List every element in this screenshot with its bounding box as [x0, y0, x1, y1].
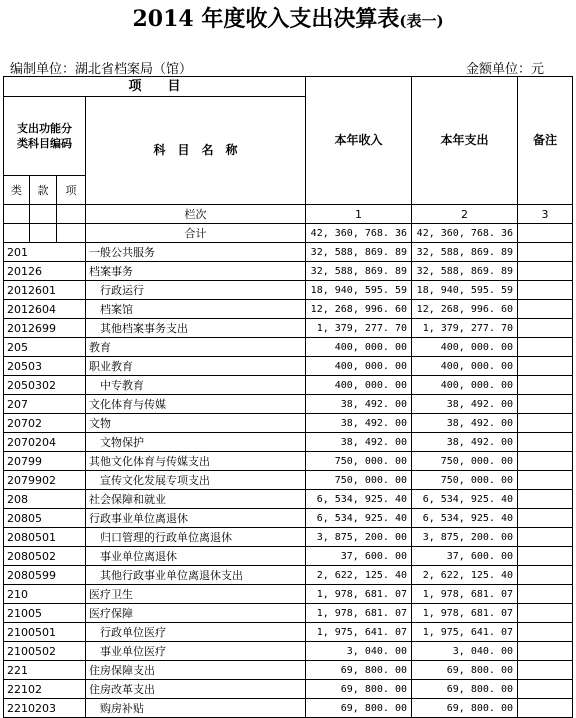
item-header: 项 — [57, 176, 86, 205]
expense-value: 1, 978, 681. 07 — [412, 604, 518, 623]
total-income: 42, 360, 768. 36 — [306, 224, 412, 243]
subject-name: 职业教育 — [86, 357, 306, 376]
category-header: 类 — [4, 176, 30, 205]
income-value: 1, 975, 641. 07 — [306, 623, 412, 642]
expense-value: 12, 268, 996. 60 — [412, 300, 518, 319]
subject-name: 文物保护 — [86, 433, 306, 452]
expense-value: 3, 040. 00 — [412, 642, 518, 661]
table-row — [4, 661, 573, 680]
income-header: 本年收入 — [306, 77, 412, 205]
note-cell — [518, 452, 573, 471]
expense-value: 32, 588, 869. 89 — [412, 262, 518, 281]
table-row — [4, 243, 573, 262]
table-row — [4, 376, 573, 395]
table-row — [4, 547, 573, 566]
subject-code: 2080599 — [4, 566, 86, 585]
subject-name: 其他文化体育与传媒支出 — [86, 452, 306, 471]
expense-value: 3, 875, 200. 00 — [412, 528, 518, 547]
total-expense: 42, 360, 768. 36 — [412, 224, 518, 243]
section-header: 款 — [30, 176, 57, 205]
column-3: 3 — [518, 205, 573, 224]
income-value: 69, 800. 00 — [306, 661, 412, 680]
income-value: 38, 492. 00 — [306, 414, 412, 433]
note-cell — [518, 680, 573, 699]
note-cell — [518, 509, 573, 528]
subject-code: 20126 — [4, 262, 86, 281]
project-header: 项 目 — [4, 77, 306, 97]
note-cell — [518, 300, 573, 319]
table-row — [4, 357, 573, 376]
compiling-unit: 编制单位：湖北省档案局（馆） — [10, 62, 193, 77]
note-cell — [518, 699, 573, 718]
expense-header: 本年支出 — [412, 77, 518, 205]
expense-value: 32, 588, 869. 89 — [412, 243, 518, 262]
expense-value: 18, 940, 595. 59 — [412, 281, 518, 300]
subject-code: 2080501 — [4, 528, 86, 547]
note-cell — [518, 623, 573, 642]
table-row — [4, 452, 573, 471]
subject-code: 208 — [4, 490, 86, 509]
note-cell — [518, 661, 573, 680]
table-row — [4, 509, 573, 528]
expense-value: 400, 000. 00 — [412, 357, 518, 376]
note-cell — [518, 357, 573, 376]
note-cell — [518, 547, 573, 566]
subject-name: 文物 — [86, 414, 306, 433]
table-row — [4, 262, 573, 281]
subject-name: 医疗保障 — [86, 604, 306, 623]
expense-value: 37, 600. 00 — [412, 547, 518, 566]
subject-name: 社会保障和就业 — [86, 490, 306, 509]
note-cell — [518, 585, 573, 604]
expense-value: 400, 000. 00 — [412, 338, 518, 357]
subject-name: 其他档案事务支出 — [86, 319, 306, 338]
table-row — [4, 680, 573, 699]
income-value: 1, 379, 277. 70 — [306, 319, 412, 338]
table-row — [4, 699, 573, 718]
subject-code: 20702 — [4, 414, 86, 433]
total-label: 合计 — [86, 224, 306, 243]
table-row — [4, 566, 573, 585]
title-sub: (表一) — [399, 12, 444, 30]
table-row — [4, 281, 573, 300]
table-row — [4, 604, 573, 623]
income-value: 6, 534, 925. 40 — [306, 490, 412, 509]
subject-code: 21005 — [4, 604, 86, 623]
subject-name: 文化体育与传媒 — [86, 395, 306, 414]
income-value: 32, 588, 869. 89 — [306, 262, 412, 281]
note-cell — [518, 376, 573, 395]
subject-name: 其他行政事业单位离退休支出 — [86, 566, 306, 585]
note-cell — [518, 528, 573, 547]
table-row — [4, 414, 573, 433]
subject-name: 中专教育 — [86, 376, 306, 395]
table-row — [4, 528, 573, 547]
income-value: 1, 978, 681. 07 — [306, 585, 412, 604]
subject-name: 档案事务 — [86, 262, 306, 281]
expense-value: 1, 978, 681. 07 — [412, 585, 518, 604]
header-row-1 — [4, 77, 573, 97]
note-cell — [518, 642, 573, 661]
income-value: 1, 978, 681. 07 — [306, 604, 412, 623]
income-value: 3, 040. 00 — [306, 642, 412, 661]
subject-name: 宣传文化发展专项支出 — [86, 471, 306, 490]
budget-table — [3, 76, 573, 718]
expense-value: 750, 000. 00 — [412, 452, 518, 471]
data-rows — [4, 243, 573, 718]
note-cell — [518, 433, 573, 452]
expense-value: 1, 379, 277. 70 — [412, 319, 518, 338]
subject-code: 2012601 — [4, 281, 86, 300]
note-cell — [518, 414, 573, 433]
note-cell — [518, 281, 573, 300]
income-value: 400, 000. 00 — [306, 338, 412, 357]
note-cell — [518, 319, 573, 338]
income-value: 400, 000. 00 — [306, 376, 412, 395]
table-row — [4, 585, 573, 604]
subject-name-header: 科 目 名 称 — [86, 97, 306, 205]
subject-name: 行政运行 — [86, 281, 306, 300]
table-row — [4, 433, 573, 452]
income-value: 38, 492. 00 — [306, 395, 412, 414]
column-number-row — [4, 205, 573, 224]
income-value: 2, 622, 125. 40 — [306, 566, 412, 585]
note-cell — [518, 338, 573, 357]
title-main: 2014 年度收入支出决算表 — [132, 6, 400, 32]
income-value: 69, 800. 00 — [306, 680, 412, 699]
income-value: 18, 940, 595. 59 — [306, 281, 412, 300]
subject-name: 教育 — [86, 338, 306, 357]
note-cell — [518, 604, 573, 623]
subject-name: 住房改革支出 — [86, 680, 306, 699]
subject-name: 事业单位医疗 — [86, 642, 306, 661]
subject-code: 20805 — [4, 509, 86, 528]
note-cell — [518, 490, 573, 509]
amount-unit: 金额单位：元 — [465, 62, 544, 77]
income-value: 750, 000. 00 — [306, 452, 412, 471]
subject-code: 2070204 — [4, 433, 86, 452]
code-header — [4, 97, 86, 176]
table-row — [4, 471, 573, 490]
income-value: 37, 600. 00 — [306, 547, 412, 566]
subject-code: 2100502 — [4, 642, 86, 661]
expense-value: 38, 492. 00 — [412, 414, 518, 433]
note-cell — [518, 395, 573, 414]
table-row — [4, 338, 573, 357]
subject-code: 2050302 — [4, 376, 86, 395]
expense-value: 38, 492. 00 — [412, 433, 518, 452]
subject-code: 2100501 — [4, 623, 86, 642]
total-row — [4, 224, 573, 243]
subject-name: 一般公共服务 — [86, 243, 306, 262]
income-value: 69, 800. 00 — [306, 699, 412, 718]
expense-value: 750, 000. 00 — [412, 471, 518, 490]
expense-value: 2, 622, 125. 40 — [412, 566, 518, 585]
expense-value: 69, 800. 00 — [412, 661, 518, 680]
column-2: 2 — [412, 205, 518, 224]
subject-name: 住房保障支出 — [86, 661, 306, 680]
expense-value: 400, 000. 00 — [412, 376, 518, 395]
subject-code: 2012604 — [4, 300, 86, 319]
income-value: 750, 000. 00 — [306, 471, 412, 490]
note-cell — [518, 471, 573, 490]
note-cell — [518, 243, 573, 262]
column-1: 1 — [306, 205, 412, 224]
table-row — [4, 623, 573, 642]
subject-code: 20503 — [4, 357, 86, 376]
code-header-line1: 支出功能分 — [17, 122, 72, 135]
page-title — [0, 4, 576, 36]
note-cell — [518, 262, 573, 281]
subject-name: 购房补贴 — [86, 699, 306, 718]
subject-code: 22102 — [4, 680, 86, 699]
table-row — [4, 319, 573, 338]
subject-code: 20799 — [4, 452, 86, 471]
subject-code: 2080502 — [4, 547, 86, 566]
expense-value: 1, 975, 641. 07 — [412, 623, 518, 642]
subject-name: 医疗卫生 — [86, 585, 306, 604]
subject-name: 归口管理的行政单位离退休 — [86, 528, 306, 547]
subject-code: 201 — [4, 243, 86, 262]
expense-value: 6, 534, 925. 40 — [412, 490, 518, 509]
subject-code: 221 — [4, 661, 86, 680]
expense-value: 69, 800. 00 — [412, 680, 518, 699]
note-header: 备注 — [518, 77, 573, 205]
subject-name: 事业单位离退休 — [86, 547, 306, 566]
subject-name: 行政事业单位离退休 — [86, 509, 306, 528]
expense-value: 69, 800. 00 — [412, 699, 518, 718]
expense-value: 6, 534, 925. 40 — [412, 509, 518, 528]
income-value: 400, 000. 00 — [306, 357, 412, 376]
subject-code: 2012699 — [4, 319, 86, 338]
note-cell — [518, 566, 573, 585]
subject-code: 2210203 — [4, 699, 86, 718]
subject-name: 档案馆 — [86, 300, 306, 319]
code-header-line2: 类科目编码 — [17, 137, 72, 150]
table-row — [4, 642, 573, 661]
expense-value: 38, 492. 00 — [412, 395, 518, 414]
income-value: 6, 534, 925. 40 — [306, 509, 412, 528]
income-value: 32, 588, 869. 89 — [306, 243, 412, 262]
subject-code: 210 — [4, 585, 86, 604]
income-value: 12, 268, 996. 60 — [306, 300, 412, 319]
subject-code: 2079902 — [4, 471, 86, 490]
income-value: 38, 492. 00 — [306, 433, 412, 452]
table-row — [4, 490, 573, 509]
subject-name: 行政单位医疗 — [86, 623, 306, 642]
subject-code: 207 — [4, 395, 86, 414]
subject-code: 205 — [4, 338, 86, 357]
column-label: 栏次 — [86, 205, 306, 224]
table-row — [4, 395, 573, 414]
income-value: 3, 875, 200. 00 — [306, 528, 412, 547]
table-row — [4, 300, 573, 319]
